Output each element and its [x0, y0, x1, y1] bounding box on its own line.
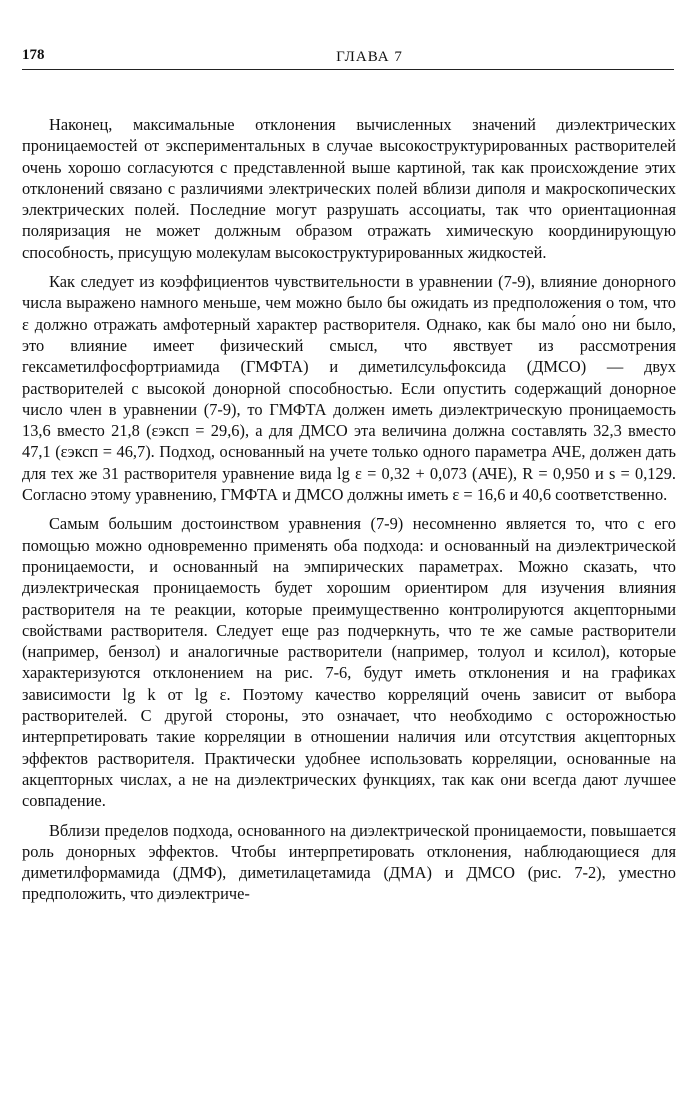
text-body: [22, 114, 676, 913]
running-head: ГЛАВА 7: [336, 49, 403, 65]
page-header: [0, 0, 699, 80]
header-rule: [22, 69, 674, 70]
paragraph-3: Самым большим достоинством уравнения (7-9) несомненно является то, что с его помощью можно одновременно применять оба подхода: и основанный на диэлектрической проницаемости, и основанный на эмпирических параметрах. Можно сказать, что диэлектрическая проницаемость будет хорошим ориентиром для изучения влияния растворителя на те реакции, которые преимущественно контролируются акцепторными свойствами растворителя. Следует еще раз подчеркнуть, что те же самые растворители (например, бензол) и аналогичные растворители (например, толуол и ксилол), которые характеризуются отклонением на рис. 7-6, будут иметь отклонения и на графиках зависимости lg k от lg ε. Поэтому качество корреляций очень зависит от выбора растворителей. С другой стороны, это означает, что необходимо с осторожностью интерпретировать такие корреляции в отношении наличия или отсутствия акцепторных эффектов растворителя. Практически удобнее использовать корреляции, основанные на акцепторных числах, а не на диэлектрических функциях, так как они всегда дают лучшее совпадение.: [22, 514, 676, 811]
page-number: 178: [22, 47, 45, 63]
paragraph-1: Наконец, максимальные отклонения вычисленных значений диэлектрических проницаемостей от экспериментальных в случае высокоструктурированных растворителей очень хорошо согласуются с представленной выше картиной, так как происхождение этих отклонений связано с различиями электрических полей вблизи диполя и макроскопических электрических полей. Последние могут разрушать ассоциаты, так что ориентационная поляризация не может должным образом отражать химическую координирующую способность, присущую молекулам высокоструктурированных жидкостей.: [22, 115, 676, 262]
paragraph-2: Как следует из коэффициентов чувствительности в уравнении (7-9), влияние донорного числа выражено намного меньше, чем можно было бы ожидать из предположения о том, что ε должно отражать амфотерный характер растворителя. Однако, как бы мало́ оно ни было, это влияние имеет физический смысл, что явствует из рассмотрения гексаметилфосфортриамида (ГМФТА) и диметилсульфоксида (ДМСО) — двух растворителей с высокой донорной способностью. Если опустить содержащий донорное число член в уравнении (7-9), то ГМФТА должен иметь диэлектрическую проницаемость 13,6 вместо 21,8 (εэксп = 29,6), а для ДМСО эта величина должна составлять 32,3 вместо 47,1 (εэксп = 46,7). Подход, основанный на учете только одного параметра АЧE, должен дать для тех же 31 растворителя уравнение вида lg ε = 0,32 + 0,073 (АЧE), R = 0,950 и s = 0,129. Согласно этому уравнению, ГМФТА и ДМСО должны иметь ε = 16,6 и 40,6 соответственно.: [22, 272, 676, 505]
paragraph-4: Вблизи пределов подхода, основанного на диэлектрической проницаемости, повышается роль донорных эффектов. Чтобы интерпретировать отклонения, наблюдающиеся для диметилформамида (ДМФ), диметилацетамида (ДМА) и ДМСО (рис. 7-2), уместно предположить, что диэлектриче-: [22, 820, 676, 904]
